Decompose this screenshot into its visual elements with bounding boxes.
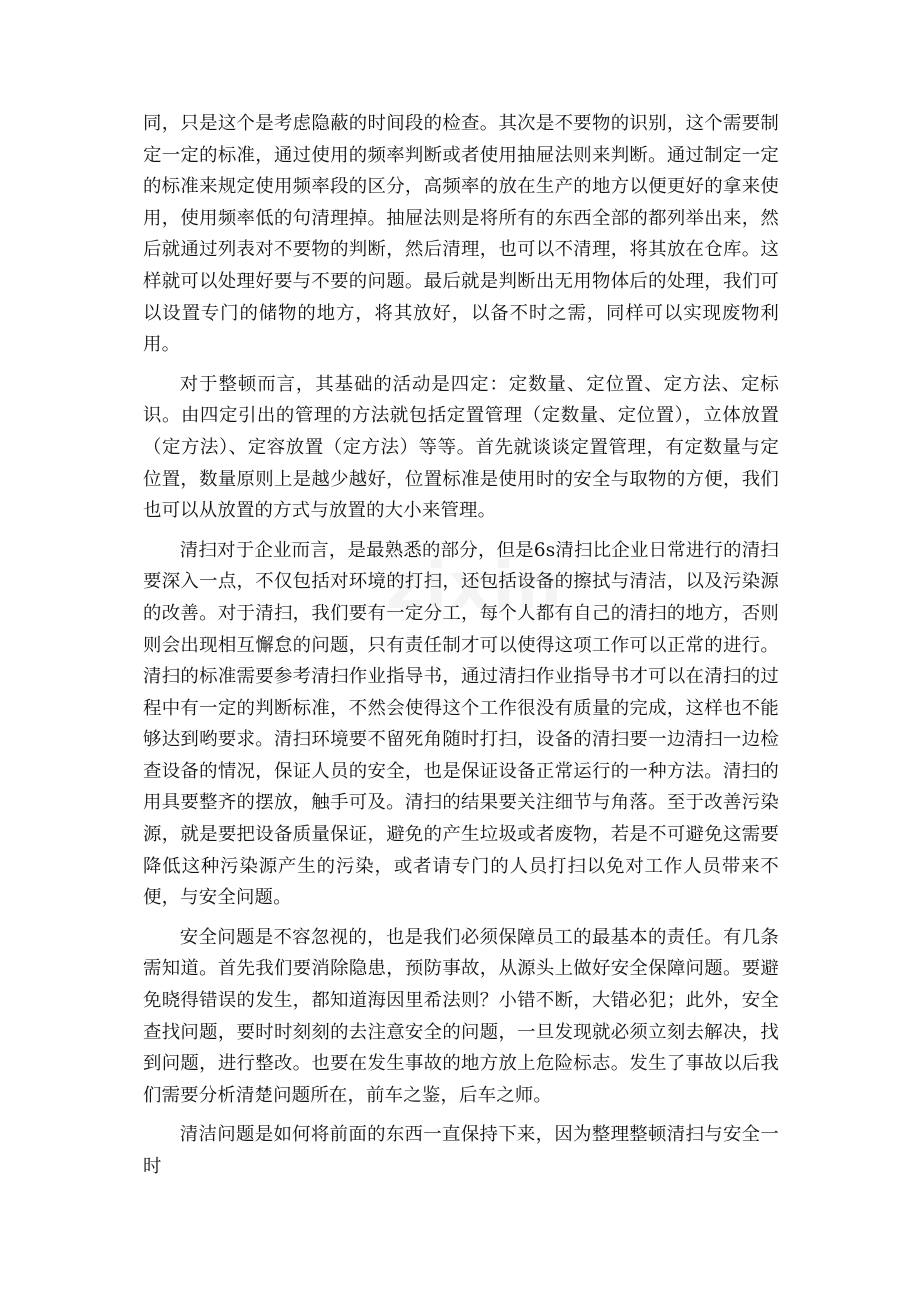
document-body [143,108,779,1183]
paragraph-2: 对于整顿而言，其基础的活动是四定：定数量、定位置、定方法、定标识。由四定引出的管理的方法就包括定置管理（定数量、定位置），立体放置（定方法）、定容放置（定方法）等等。首先就谈谈定置管理，有定数量与定位置，数量原则上是越少越好，位置标准是使用时的安全与取物的方便，我们也可以从放置的方式与放置的大小来管理。 [143,373,779,522]
paragraph-1: 同，只是这个是考虑隐蔽的时间段的检查。其次是不要物的识别，这个需要制定一定的标准，通过使用的频率判断或者使用抽屉法则来判断。通过制定一定的标准来规定使用频率段的区分，高频率的放在生产的地方以便更好的拿来使用，使用频率低的句清理掉。抽屉法则是将所有的东西全部的都列举出来，然后就通过列表对不要物的判断，然后清理，也可以不清理，将其放在仓库。这样就可以处理好要与不要的问题。最后就是判断出无用物体后的处理，我们可以设置专门的储物的地方，将其放好，以备不时之需，同样可以实现废物利用。 [143,113,779,356]
paragraph-4: 安全问题是不容忽视的，也是我们必须保障员工的最基本的责任。有几条需知道。首先我们要消除隐患，预防事故，从源头上做好安全保障问题。要避免晓得错误的发生，都知道海因里希法则？小错不断，大错必犯；此外，安全查找问题，要时时刻刻的去注意安全的问题，一旦发现就必须立刻去解决，找到问题，进行整改。也要在发生事故的地方放上危险标志。发生了事故以后我们需要分析清楚问题所在，前车之鉴，后车之师。 [143,926,779,1106]
paragraph-3: 清扫对于企业而言，是最熟悉的部分，但是6s清扫比企业日常进行的清扫要深入一点，不仅包括对环境的打扫，还包括设备的擦拭与清洁，以及污染源的改善。对于清扫，我们要有一定分工，每个人都有自己的清扫的地方，否则则会出现相互懈怠的问题，只有责任制才可以使得这项工作可以正常的进行。清扫的标准需要参考清扫作业指导书，通过清扫作业指导书才可以在清扫的过程中有一定的判断标准，不然会使得这个工作很没有质量的完成，这样也不能够达到哟要求。清扫环境要不留死角随时打扫，设备的清扫要一边清扫一边检查设备的情况，保证人员的安全，也是保证设备正常运行的一种方法。清扫的用具要整齐的摆放，触手可及。清扫的结果要关注细节与角落。至于改善污染源，就是要把设备质量保证，避免的产生垃圾或者废物，若是不可避免这需要降低这种污染源产生的污染，或者请专门的人员打扫以免对工作人员带来不便，与安全问题。 [143,539,779,909]
paragraph-5: 清洁问题是如何将前面的东西一直保持下来，因为整理整顿清扫与安全一时 [143,1124,779,1177]
